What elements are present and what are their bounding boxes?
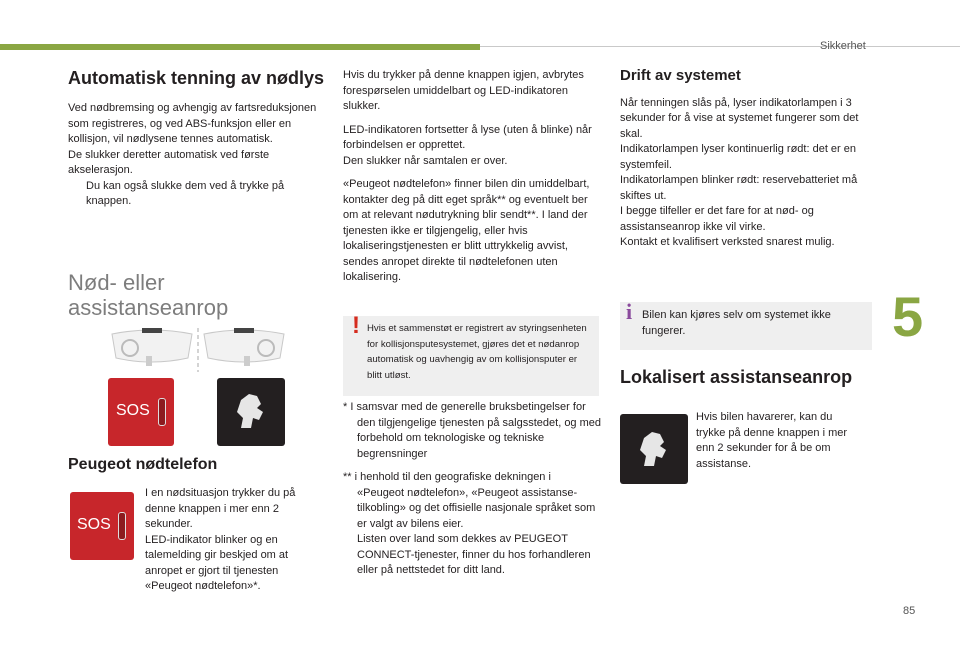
heading-system-operation: Drift av systemet — [620, 67, 741, 84]
heading-peugeot-emergency: Peugeot nødtelefon — [68, 456, 218, 473]
page-number: 85 — [903, 605, 916, 617]
section-label: Sikkerhet — [820, 40, 866, 52]
heading-hazard-lights: Automatisk tenning av nødlys — [68, 68, 325, 88]
led-indicator — [158, 398, 166, 426]
footnotes — [343, 400, 601, 587]
paragraph: Ved nødbremsing og avhengig av fartsreduksjonen som registreres, og ved ABS-funksjon eller en kollisjon, vil nødlysene tennes automatisk. — [68, 102, 317, 145]
paragraph: Hvis du trykker på denne knappen igjen, avbrytes forespørselen umiddelbart og LED-indikatoren slukker. — [343, 69, 584, 112]
header-rule — [480, 46, 960, 47]
bullet-item: Du kan også slukke dem ved å trykke på knappen. — [86, 179, 285, 207]
warning-icon: ! — [352, 312, 360, 339]
sos-button[interactable] — [70, 492, 134, 560]
heading-localized-assistance: Lokalisert assistanseanrop — [620, 367, 853, 387]
sos-button[interactable] — [108, 378, 174, 446]
paragraph: Når tenningen slås på, lyser indikatorlampen i 3 sekunder for å vise at systemet fungerer som det skal. — [620, 96, 859, 140]
assistance-button[interactable] — [217, 378, 285, 446]
paragraph: LED-indikator blinker og en talemelding gir beskjed om at anropet er gjort til tjenesten «Peugeot nødtelefon»*. — [145, 533, 289, 592]
paragraph: Indikatorlampen lyser kontinuerlig rødt: det er en systemfeil. — [620, 143, 857, 171]
info-text: Bilen kan kjøres selv om systemet ikke fungerer. — [642, 309, 831, 337]
paragraph: Den slukker når samtalen er over. — [343, 154, 508, 167]
paragraph: I begge tilfeller er det fare for at nød- og assistanseanrop ikke vil virke. — [620, 205, 814, 233]
assistance-instructions: Hvis bilen havarerer, kan du trykke på denne knappen i mer enn 2 sekunder for å be om assistanse. — [696, 411, 848, 470]
footnote: Listen over land som dekkes av PEUGEOT CONNECT-tjenester, finner du hos forhandleren eller på nettstedet for ditt land. — [357, 533, 591, 576]
heading-emergency-call: Nød- eller assistanseanrop — [68, 270, 229, 320]
warning-text: Hvis et sammenstøt er registrert av styringsenheten for kollisjonsputesystemet, gjøres det et nødanrop automatisk og uavhengig av om kollisjonsputer er blitt utløst. — [367, 323, 587, 381]
column-3 — [620, 68, 872, 259]
column-1 — [68, 68, 326, 218]
paragraph: «Peugeot nødtelefon» finner bilen din umiddelbart, kontakter deg på ditt eget språk** og eventuelt ber om at relevant nødutrykning blir sendt**. I land der tjenesten ikke er tilgjengelig, eller hvis lokaliseringstjenesten er blitt uttrykkelig avvist, sendes anropet direkte til nødtelefonen uten lokalisering. — [343, 178, 590, 283]
paragraph: De slukker deretter automatisk ved første akselerasjon. — [68, 148, 270, 176]
assistance-button[interactable] — [620, 414, 688, 484]
info-note — [620, 299, 872, 350]
paragraph: Kontakt et kvalifisert verksted snarest mulig. — [620, 236, 835, 248]
paragraph: Indikatorlampen blinker rødt: reservebatteriet må skiftes ut. — [620, 174, 858, 202]
peugeot-lion-icon — [620, 414, 688, 484]
warning-note — [343, 312, 599, 396]
footnote: ** i henhold til den geografiske dekningen i «Peugeot nødtelefon», «Peugeot assistanse-tilkobling» og det offisielle nasjonale språket som er valgt av bilens eier. — [343, 471, 596, 530]
chapter-number: 5 — [892, 285, 924, 348]
paragraph: I en nødsituasjon trykker du på denne knappen i mer enn 2 sekunder. — [145, 487, 296, 530]
header-accent-bar — [0, 44, 480, 50]
info-icon: i — [626, 299, 633, 324]
footnote: * I samsvar med de generelle bruksbetingelser for den tilgjengelige tjenesten på salgsstedet, og med forbehold om teknologiske og tekniske begrensninger — [343, 401, 602, 460]
peugeot-lion-icon — [217, 378, 285, 446]
sos-label: SOS — [77, 516, 111, 533]
column-2 — [343, 68, 601, 294]
led-indicator — [118, 512, 126, 540]
paragraph: LED-indikatoren fortsetter å lyse (uten å blinke) når forbindelsen er opprettet. — [343, 123, 592, 151]
sos-label: SOS — [116, 402, 150, 419]
emergency-instructions — [145, 486, 307, 595]
mirror-illustration — [108, 326, 288, 374]
